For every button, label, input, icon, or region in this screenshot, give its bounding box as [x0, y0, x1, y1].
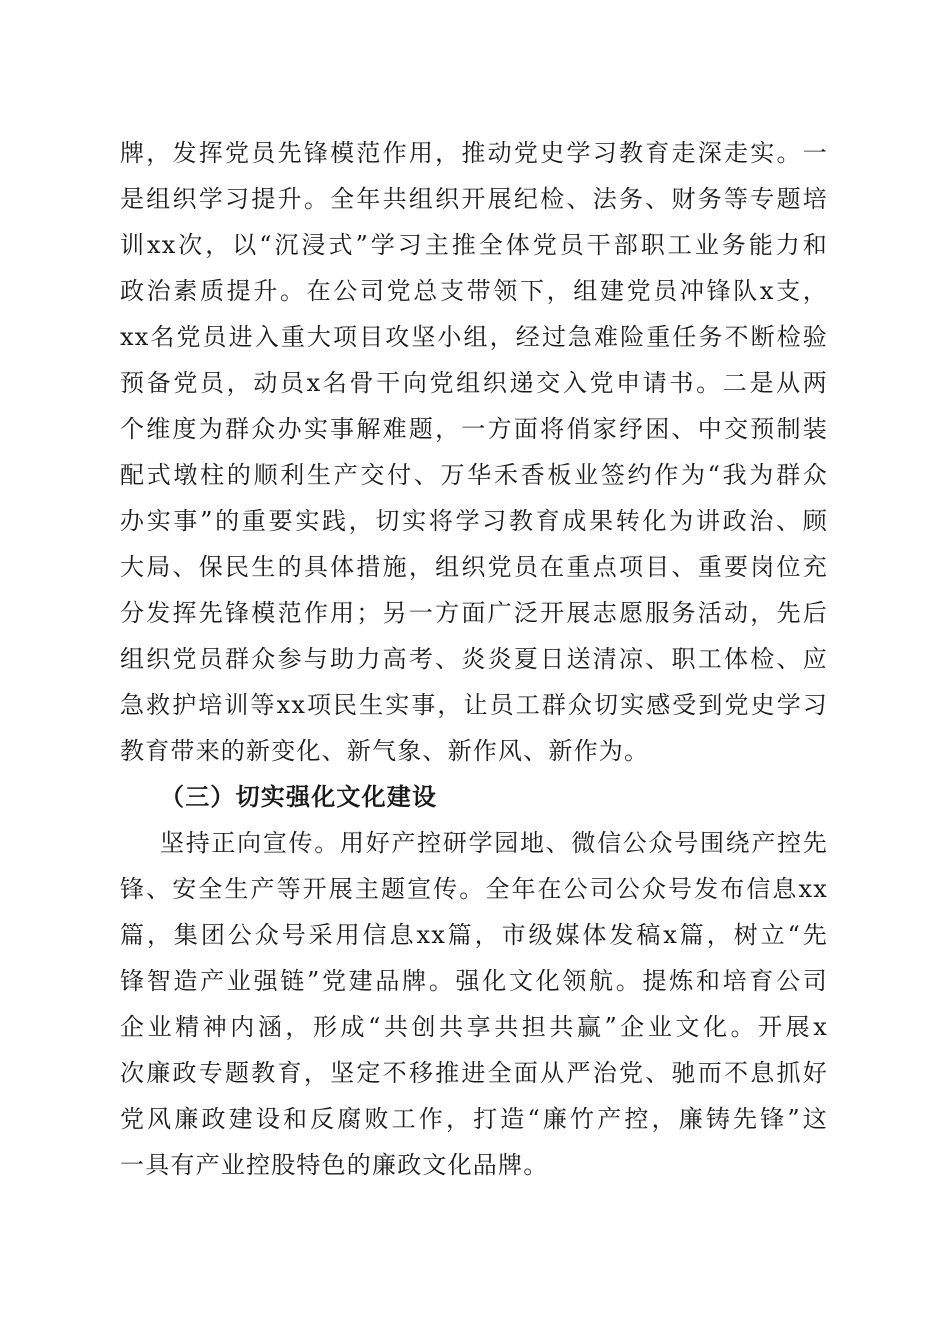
paragraph-line: 次廉政专题教育，坚定不移推进全面从严治党、驰而不息抓好: [120, 1059, 828, 1087]
paragraph-line: 党风廉政建设和反腐败工作，打造“廉竹产控，廉铸先锋”这: [120, 1105, 828, 1133]
paragraph-line: 企业精神内涵，形成“共创共享共担共赢”企业文化。开展x: [120, 1013, 828, 1041]
paragraph-line: 办实事”的重要实践，切实将学习教育成果转化为讲政治、顾: [120, 507, 828, 535]
paragraph-line: 政治素质提升。在公司党总支带领下，组建党员冲锋队x支，: [120, 277, 828, 305]
paragraph-line: 锋智造产业强链”党建品牌。强化文化领航。提炼和培育公司: [120, 967, 828, 995]
paragraph-line: 配式墩柱的顺利生产交付、万华禾香板业签约作为“我为群众: [120, 461, 828, 489]
paragraph-line: 教育带来的新变化、新气象、新作风、新作为。: [120, 737, 650, 765]
paragraph-line: 是组织学习提升。全年共组织开展纪检、法务、财务等专题培: [120, 185, 828, 213]
paragraph-line: 个维度为群众办实事解难题，一方面将俏家纾困、中交预制装: [120, 415, 828, 443]
paragraph-line: 坚持正向宣传。用好产控研学园地、微信公众号围绕产控先: [160, 829, 828, 857]
paragraph-line: 大局、保民生的具体措施，组织党员在重点项目、重要岗位充: [120, 553, 828, 581]
paragraph-culture-building: [120, 820, 828, 1188]
paragraph-line: xx名党员进入重大项目攻坚小组，经过急难险重任务不断检验: [120, 323, 828, 351]
paragraph-line: 训xx次，以“沉浸式”学习主推全体党员干部职工业务能力和: [120, 231, 828, 259]
paragraph-line: 分发挥先锋模范作用；另一方面广泛开展志愿服务活动，先后: [120, 599, 828, 627]
paragraph-line: 一具有产业控股特色的廉政文化品牌。: [120, 1151, 549, 1179]
paragraph-party-history-education: [120, 130, 828, 774]
paragraph-line: 牌，发挥党员先锋模范作用，推动党史学习教育走深走实。一: [120, 139, 828, 167]
paragraph-line: 锋、安全生产等开展主题宣传。全年在公司公众号发布信息xx: [120, 875, 828, 903]
paragraph-line: 急救护培训等xx项民生实事，让员工群众切实感受到党史学习: [120, 691, 828, 719]
section-heading: （三）切实强化文化建设: [160, 782, 438, 811]
paragraph-line: 组织党员群众参与助力高考、炎炎夏日送清凉、职工体检、应: [120, 645, 828, 673]
paragraph-line: 篇，集团公众号采用信息xx篇，市级媒体发稿x篇，树立“先: [120, 921, 828, 949]
paragraph-line: 预备党员，动员x名骨干向党组织递交入党申请书。二是从两: [120, 369, 828, 397]
